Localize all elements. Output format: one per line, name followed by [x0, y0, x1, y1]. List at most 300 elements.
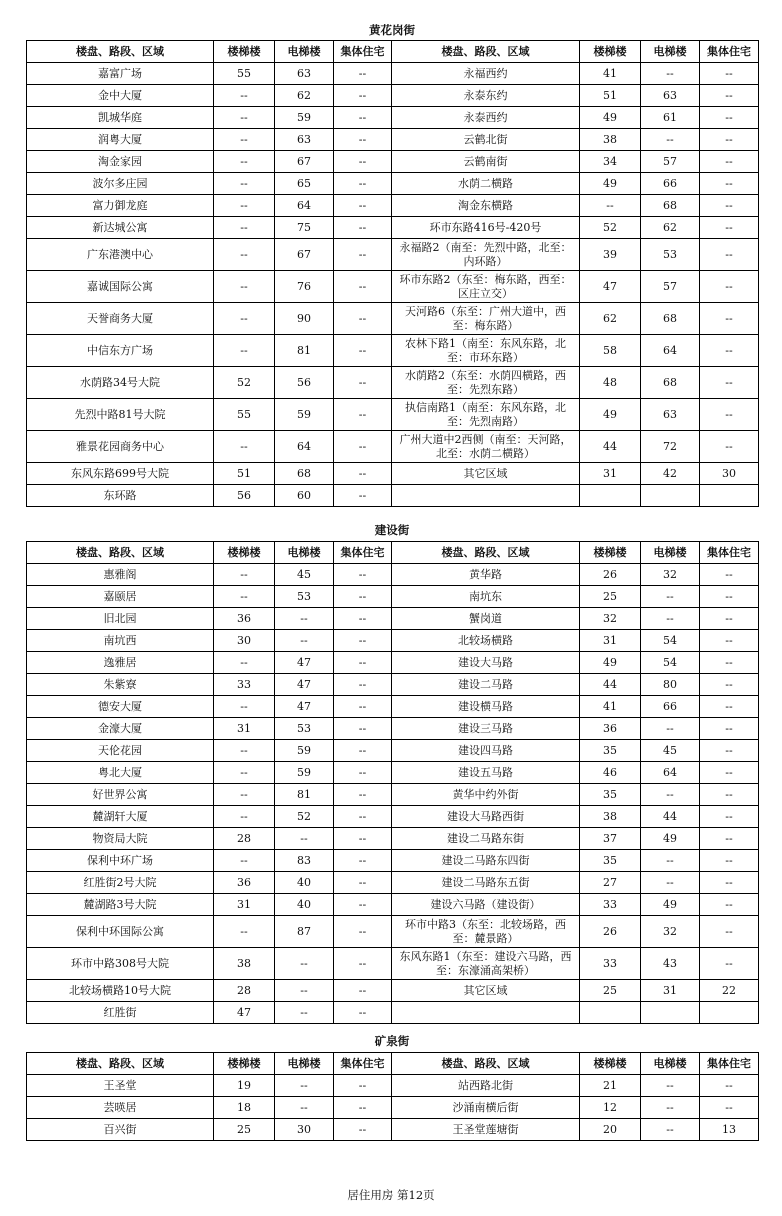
- stair-price-cell: 47: [214, 1002, 275, 1024]
- column-name-header: 楼盘、路段、区域: [392, 1053, 580, 1075]
- collective-price-cell: --: [700, 1097, 759, 1119]
- elevator-price-cell: --: [641, 850, 700, 872]
- column-collective-header: 集体住宅: [334, 542, 392, 564]
- stair-price-cell: 49: [580, 173, 641, 195]
- stair-price-cell: 33: [214, 674, 275, 696]
- property-name-cell: 其它区域: [392, 463, 580, 485]
- column-stair-header: 楼梯楼: [214, 1053, 275, 1075]
- stair-price-cell: --: [214, 271, 275, 303]
- property-name-cell: 波尔多庄园: [27, 173, 214, 195]
- column-name-header: 楼盘、路段、区域: [392, 41, 580, 63]
- price-table-kuangquan: [26, 1052, 759, 1141]
- table-row: [27, 151, 759, 173]
- collective-price-cell: --: [700, 872, 759, 894]
- table-row: [27, 674, 759, 696]
- property-name-cell: 建设大马路: [392, 652, 580, 674]
- property-name-cell: 蟹岗道: [392, 608, 580, 630]
- collective-price-cell: --: [334, 806, 392, 828]
- collective-price-cell: --: [334, 652, 392, 674]
- elevator-price-cell: --: [275, 828, 334, 850]
- elevator-price-cell: 66: [641, 173, 700, 195]
- column-elevator-header: 电梯楼: [275, 1053, 334, 1075]
- collective-price-cell: --: [334, 399, 392, 431]
- collective-price-cell: --: [334, 85, 392, 107]
- stair-price-cell: 39: [580, 239, 641, 271]
- collective-price-cell: --: [700, 762, 759, 784]
- property-name-cell: 水荫二横路: [392, 173, 580, 195]
- property-name-cell: 建设三马路: [392, 718, 580, 740]
- property-name-cell: 中信东方广场: [27, 335, 214, 367]
- table-row: [27, 980, 759, 1002]
- property-name-cell: 金中大厦: [27, 85, 214, 107]
- stair-price-cell: --: [214, 107, 275, 129]
- collective-price-cell: --: [334, 271, 392, 303]
- stair-price-cell: 35: [580, 784, 641, 806]
- table-row: [27, 173, 759, 195]
- column-stair-header: 楼梯楼: [580, 41, 641, 63]
- property-name-cell: 南坑西: [27, 630, 214, 652]
- collective-price-cell: --: [334, 463, 392, 485]
- elevator-price-cell: 47: [275, 674, 334, 696]
- collective-price-cell: --: [334, 303, 392, 335]
- stair-price-cell: 49: [580, 399, 641, 431]
- elevator-price-cell: 76: [275, 271, 334, 303]
- table-row: [27, 652, 759, 674]
- property-name-cell: 百兴街: [27, 1119, 214, 1141]
- elevator-price-cell: 45: [275, 564, 334, 586]
- collective-price-cell: --: [334, 335, 392, 367]
- elevator-price-cell: 54: [641, 652, 700, 674]
- property-name-cell: 建设四马路: [392, 740, 580, 762]
- elevator-price-cell: 53: [275, 718, 334, 740]
- stair-price-cell: --: [214, 784, 275, 806]
- column-name-header: 楼盘、路段、区域: [27, 1053, 214, 1075]
- stair-price-cell: 36: [580, 718, 641, 740]
- elevator-price-cell: 44: [641, 806, 700, 828]
- property-name-cell: 凯城华庭: [27, 107, 214, 129]
- collective-price-cell: --: [334, 1119, 392, 1141]
- collective-price-cell: [700, 485, 759, 507]
- stair-price-cell: --: [214, 916, 275, 948]
- property-name-cell: [392, 485, 580, 507]
- elevator-price-cell: 62: [641, 217, 700, 239]
- property-name-cell: 云鹤南街: [392, 151, 580, 173]
- table-row: [27, 431, 759, 463]
- stair-price-cell: --: [214, 586, 275, 608]
- property-name-cell: 好世界公寓: [27, 784, 214, 806]
- table-row: [27, 303, 759, 335]
- stair-price-cell: 44: [580, 674, 641, 696]
- property-name-cell: 富力御龙庭: [27, 195, 214, 217]
- stair-price-cell: --: [214, 173, 275, 195]
- column-collective-header: 集体住宅: [334, 41, 392, 63]
- property-name-cell: 保利中环广场: [27, 850, 214, 872]
- table-row: [27, 784, 759, 806]
- stair-price-cell: 38: [214, 948, 275, 980]
- elevator-price-cell: --: [275, 608, 334, 630]
- collective-price-cell: --: [700, 894, 759, 916]
- collective-price-cell: --: [334, 367, 392, 399]
- stair-price-cell: 35: [580, 740, 641, 762]
- elevator-price-cell: 31: [641, 980, 700, 1002]
- column-stair-header: 楼梯楼: [580, 1053, 641, 1075]
- collective-price-cell: 22: [700, 980, 759, 1002]
- stair-price-cell: 56: [214, 485, 275, 507]
- collective-price-cell: --: [700, 630, 759, 652]
- property-name-cell: 广州大道中2西侧（南至：天河路，北至：水荫二横路）: [392, 431, 580, 463]
- property-name-cell: 环市中路3（东至：北较场路，西至：麓景路）: [392, 916, 580, 948]
- elevator-price-cell: 52: [275, 806, 334, 828]
- elevator-price-cell: 63: [641, 399, 700, 431]
- collective-price-cell: --: [334, 850, 392, 872]
- elevator-price-cell: 47: [275, 652, 334, 674]
- elevator-price-cell: 64: [275, 195, 334, 217]
- elevator-price-cell: [641, 1002, 700, 1024]
- elevator-price-cell: --: [275, 980, 334, 1002]
- property-name-cell: 其它区域: [392, 980, 580, 1002]
- elevator-price-cell: 67: [275, 239, 334, 271]
- table-row: [27, 85, 759, 107]
- collective-price-cell: --: [700, 195, 759, 217]
- elevator-price-cell: 90: [275, 303, 334, 335]
- elevator-price-cell: 59: [275, 740, 334, 762]
- collective-price-cell: --: [334, 630, 392, 652]
- elevator-price-cell: 63: [641, 85, 700, 107]
- property-name-cell: 保利中环国际公寓: [27, 916, 214, 948]
- elevator-price-cell: 61: [641, 107, 700, 129]
- collective-price-cell: --: [334, 674, 392, 696]
- elevator-price-cell: --: [275, 1075, 334, 1097]
- collective-price-cell: --: [334, 894, 392, 916]
- stair-price-cell: 33: [580, 894, 641, 916]
- table-row: [27, 195, 759, 217]
- table-row: [27, 564, 759, 586]
- column-elevator-header: 电梯楼: [641, 1053, 700, 1075]
- elevator-price-cell: 81: [275, 784, 334, 806]
- property-name-cell: 建设二马路东四街: [392, 850, 580, 872]
- collective-price-cell: [700, 1002, 759, 1024]
- collective-price-cell: --: [700, 948, 759, 980]
- collective-price-cell: --: [700, 63, 759, 85]
- property-name-cell: 旧北园: [27, 608, 214, 630]
- property-name-cell: 惠雅阁: [27, 564, 214, 586]
- collective-price-cell: --: [334, 1097, 392, 1119]
- collective-price-cell: --: [334, 107, 392, 129]
- stair-price-cell: --: [214, 564, 275, 586]
- table-row: [27, 948, 759, 980]
- stair-price-cell: 51: [214, 463, 275, 485]
- stair-price-cell: 36: [214, 872, 275, 894]
- elevator-price-cell: 75: [275, 217, 334, 239]
- stair-price-cell: --: [214, 129, 275, 151]
- stair-price-cell: 28: [214, 980, 275, 1002]
- collective-price-cell: --: [334, 872, 392, 894]
- elevator-price-cell: 68: [641, 367, 700, 399]
- collective-price-cell: --: [334, 718, 392, 740]
- collective-price-cell: --: [700, 431, 759, 463]
- elevator-price-cell: --: [275, 948, 334, 980]
- property-name-cell: 建设六马路（建设街）: [392, 894, 580, 916]
- table-row: [27, 1097, 759, 1119]
- property-name-cell: 东环路: [27, 485, 214, 507]
- column-elevator-header: 电梯楼: [275, 41, 334, 63]
- stair-price-cell: 34: [580, 151, 641, 173]
- table-row: [27, 367, 759, 399]
- table-row: [27, 129, 759, 151]
- elevator-price-cell: 32: [641, 564, 700, 586]
- collective-price-cell: --: [334, 696, 392, 718]
- property-name-cell: 淘金东横路: [392, 195, 580, 217]
- property-name-cell: 新达城公寓: [27, 217, 214, 239]
- stair-price-cell: 48: [580, 367, 641, 399]
- column-elevator-header: 电梯楼: [641, 542, 700, 564]
- elevator-price-cell: 72: [641, 431, 700, 463]
- property-name-cell: 物资局大院: [27, 828, 214, 850]
- table-row: [27, 1119, 759, 1141]
- property-name-cell: 先烈中路81号大院: [27, 399, 214, 431]
- stair-price-cell: --: [580, 195, 641, 217]
- property-name-cell: 环市中路308号大院: [27, 948, 214, 980]
- collective-price-cell: --: [700, 674, 759, 696]
- property-name-cell: 建设二马路东街: [392, 828, 580, 850]
- property-name-cell: 农林下路1（南至：东风东路，北至：市环东路）: [392, 335, 580, 367]
- elevator-price-cell: 45: [641, 740, 700, 762]
- stair-price-cell: 38: [580, 129, 641, 151]
- collective-price-cell: --: [700, 608, 759, 630]
- table-header-row: [27, 1053, 759, 1075]
- elevator-price-cell: 68: [275, 463, 334, 485]
- stair-price-cell: 33: [580, 948, 641, 980]
- collective-price-cell: --: [700, 107, 759, 129]
- property-name-cell: 朱紫寮: [27, 674, 214, 696]
- stair-price-cell: 44: [580, 431, 641, 463]
- stair-price-cell: 31: [580, 463, 641, 485]
- property-name-cell: 嘉诚国际公寓: [27, 271, 214, 303]
- elevator-price-cell: --: [275, 630, 334, 652]
- stair-price-cell: --: [214, 652, 275, 674]
- elevator-price-cell: 56: [275, 367, 334, 399]
- property-name-cell: 北较场横路10号大院: [27, 980, 214, 1002]
- property-name-cell: 金濠大厦: [27, 718, 214, 740]
- collective-price-cell: --: [700, 217, 759, 239]
- section-title-jianshe: 建设街: [374, 523, 410, 537]
- property-name-cell: 建设五马路: [392, 762, 580, 784]
- collective-price-cell: --: [700, 586, 759, 608]
- table-row: [27, 762, 759, 784]
- column-stair-header: 楼梯楼: [214, 542, 275, 564]
- column-name-header: 楼盘、路段、区域: [27, 41, 214, 63]
- table-row: [27, 399, 759, 431]
- elevator-price-cell: 49: [641, 894, 700, 916]
- property-name-cell: 永泰西约: [392, 107, 580, 129]
- collective-price-cell: --: [700, 850, 759, 872]
- collective-price-cell: --: [334, 1075, 392, 1097]
- property-name-cell: 天河路6（东至：广州大道中，西至：梅东路）: [392, 303, 580, 335]
- collective-price-cell: --: [700, 1075, 759, 1097]
- collective-price-cell: --: [700, 564, 759, 586]
- collective-price-cell: --: [334, 948, 392, 980]
- elevator-price-cell: 43: [641, 948, 700, 980]
- elevator-price-cell: 60: [275, 485, 334, 507]
- elevator-price-cell: 64: [641, 335, 700, 367]
- stair-price-cell: 52: [214, 367, 275, 399]
- table-row: [27, 894, 759, 916]
- column-name-header: 楼盘、路段、区域: [392, 542, 580, 564]
- column-stair-header: 楼梯楼: [580, 542, 641, 564]
- elevator-price-cell: 63: [275, 129, 334, 151]
- property-name-cell: 嘉富广场: [27, 63, 214, 85]
- table-row: [27, 1002, 759, 1024]
- table-row: [27, 63, 759, 85]
- collective-price-cell: --: [700, 173, 759, 195]
- collective-price-cell: --: [700, 239, 759, 271]
- collective-price-cell: --: [700, 740, 759, 762]
- elevator-price-cell: 53: [641, 239, 700, 271]
- elevator-price-cell: --: [641, 784, 700, 806]
- elevator-price-cell: 59: [275, 762, 334, 784]
- stair-price-cell: --: [214, 762, 275, 784]
- collective-price-cell: --: [334, 586, 392, 608]
- property-name-cell: 沙涌南横后街: [392, 1097, 580, 1119]
- property-name-cell: 天伦花园: [27, 740, 214, 762]
- collective-price-cell: --: [700, 303, 759, 335]
- stair-price-cell: [580, 1002, 641, 1024]
- elevator-price-cell: 42: [641, 463, 700, 485]
- property-name-cell: 黄华路: [392, 564, 580, 586]
- collective-price-cell: --: [700, 399, 759, 431]
- stair-price-cell: 25: [214, 1119, 275, 1141]
- collective-price-cell: --: [334, 217, 392, 239]
- elevator-price-cell: --: [641, 1119, 700, 1141]
- elevator-price-cell: 57: [641, 271, 700, 303]
- column-collective-header: 集体住宅: [334, 1053, 392, 1075]
- elevator-price-cell: 40: [275, 894, 334, 916]
- stair-price-cell: --: [214, 217, 275, 239]
- elevator-price-cell: --: [641, 608, 700, 630]
- stair-price-cell: 62: [580, 303, 641, 335]
- property-name-cell: 王圣堂: [27, 1075, 214, 1097]
- stair-price-cell: 31: [214, 894, 275, 916]
- collective-price-cell: --: [334, 784, 392, 806]
- property-name-cell: 芸暎居: [27, 1097, 214, 1119]
- elevator-price-cell: --: [275, 1097, 334, 1119]
- property-name-cell: 淘金家园: [27, 151, 214, 173]
- property-name-cell: 永泰东约: [392, 85, 580, 107]
- property-name-cell: 麓湖轩大厦: [27, 806, 214, 828]
- table-row: [27, 718, 759, 740]
- table-row: [27, 586, 759, 608]
- stair-price-cell: 27: [580, 872, 641, 894]
- elevator-price-cell: 80: [641, 674, 700, 696]
- collective-price-cell: --: [700, 85, 759, 107]
- collective-price-cell: --: [334, 129, 392, 151]
- stair-price-cell: 31: [580, 630, 641, 652]
- stair-price-cell: 35: [580, 850, 641, 872]
- table-row: [27, 806, 759, 828]
- stair-price-cell: [580, 485, 641, 507]
- property-name-cell: 红胜街2号大院: [27, 872, 214, 894]
- table-row: [27, 740, 759, 762]
- stair-price-cell: 36: [214, 608, 275, 630]
- collective-price-cell: --: [334, 63, 392, 85]
- stair-price-cell: 30: [214, 630, 275, 652]
- stair-price-cell: 37: [580, 828, 641, 850]
- property-name-cell: 德安大厦: [27, 696, 214, 718]
- collective-price-cell: --: [700, 271, 759, 303]
- column-name-header: 楼盘、路段、区域: [27, 542, 214, 564]
- column-collective-header: 集体住宅: [700, 1053, 759, 1075]
- collective-price-cell: 30: [700, 463, 759, 485]
- elevator-price-cell: 49: [641, 828, 700, 850]
- stair-price-cell: 47: [580, 271, 641, 303]
- collective-price-cell: --: [700, 652, 759, 674]
- section-title-kuangquan: 矿泉街: [374, 1034, 410, 1048]
- elevator-price-cell: 62: [275, 85, 334, 107]
- elevator-price-cell: 53: [275, 586, 334, 608]
- collective-price-cell: --: [700, 335, 759, 367]
- property-name-cell: 环市东路416号-420号: [392, 217, 580, 239]
- collective-price-cell: --: [700, 129, 759, 151]
- elevator-price-cell: [641, 485, 700, 507]
- property-name-cell: 建设二马路: [392, 674, 580, 696]
- elevator-price-cell: 81: [275, 335, 334, 367]
- stair-price-cell: --: [214, 239, 275, 271]
- section-title-huanghuagang: 黄花岗街: [369, 23, 415, 37]
- property-name-cell: 东风东路699号大院: [27, 463, 214, 485]
- stair-price-cell: --: [214, 740, 275, 762]
- collective-price-cell: --: [700, 828, 759, 850]
- stair-price-cell: 49: [580, 652, 641, 674]
- column-collective-header: 集体住宅: [700, 41, 759, 63]
- elevator-price-cell: 65: [275, 173, 334, 195]
- stair-price-cell: --: [214, 335, 275, 367]
- collective-price-cell: --: [334, 1002, 392, 1024]
- elevator-price-cell: --: [641, 718, 700, 740]
- elevator-price-cell: --: [275, 1002, 334, 1024]
- stair-price-cell: 55: [214, 63, 275, 85]
- stair-price-cell: 58: [580, 335, 641, 367]
- collective-price-cell: --: [334, 564, 392, 586]
- property-name-cell: 北较场横路: [392, 630, 580, 652]
- property-name-cell: 站西路北街: [392, 1075, 580, 1097]
- elevator-price-cell: 87: [275, 916, 334, 948]
- collective-price-cell: --: [334, 485, 392, 507]
- stair-price-cell: 26: [580, 916, 641, 948]
- table-header-row: [27, 41, 759, 63]
- stair-price-cell: 25: [580, 980, 641, 1002]
- collective-price-cell: --: [334, 608, 392, 630]
- property-name-cell: 王圣堂莲塘街: [392, 1119, 580, 1141]
- table-header-row: [27, 542, 759, 564]
- stair-price-cell: --: [214, 850, 275, 872]
- stair-price-cell: 28: [214, 828, 275, 850]
- collective-price-cell: --: [700, 367, 759, 399]
- stair-price-cell: --: [214, 431, 275, 463]
- stair-price-cell: --: [214, 303, 275, 335]
- stair-price-cell: --: [214, 696, 275, 718]
- table-row: [27, 485, 759, 507]
- elevator-price-cell: --: [641, 63, 700, 85]
- property-name-cell: 水荫路34号大院: [27, 367, 214, 399]
- property-name-cell: 雅景花园商务中心: [27, 431, 214, 463]
- property-name-cell: 执信南路1（南至：东风东路，北至：先烈南路）: [392, 399, 580, 431]
- elevator-price-cell: 66: [641, 696, 700, 718]
- property-name-cell: 建设二马路东五街: [392, 872, 580, 894]
- elevator-price-cell: 64: [275, 431, 334, 463]
- table-row: [27, 1075, 759, 1097]
- elevator-price-cell: 68: [641, 303, 700, 335]
- elevator-price-cell: --: [641, 1075, 700, 1097]
